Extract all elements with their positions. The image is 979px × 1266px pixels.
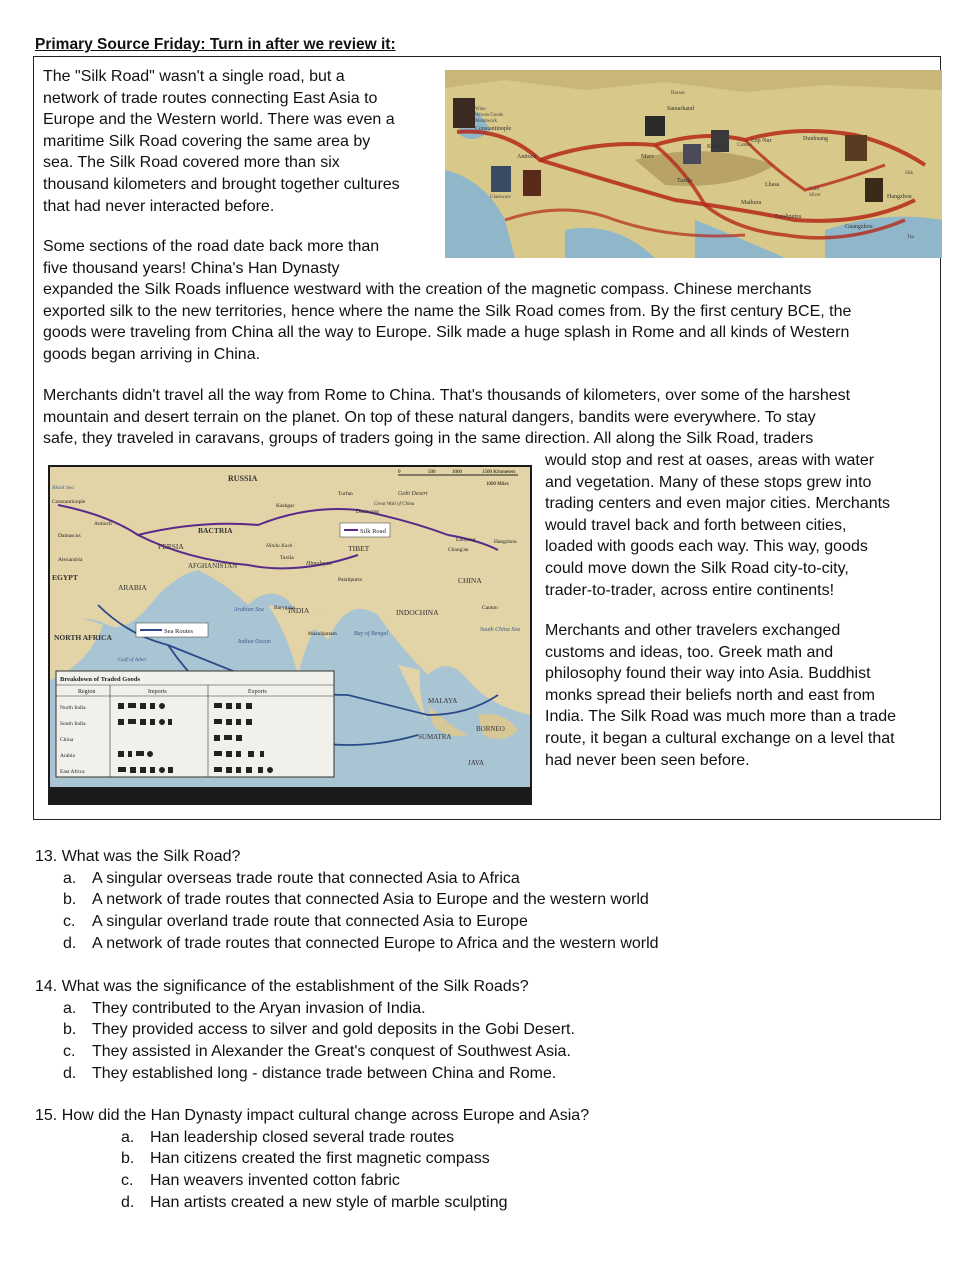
map1-label: Guangzhou [845, 224, 873, 230]
para4-line: route, it began a cultural exchange on a level that [545, 729, 895, 747]
para3-right-line: trading centers and even major cities. Merchants [545, 495, 891, 513]
option-text: A network of trade routes that connected Asia to Europe and the western world [92, 891, 649, 909]
silk-road-trade-map [445, 70, 942, 258]
para1-line: thousand kilometers and brought together cultures [43, 175, 400, 193]
paragraph-3 [43, 385, 850, 450]
map1-good: Camels [737, 143, 752, 148]
answer-option[interactable] [63, 868, 659, 890]
para1-line: that had never interacted before. [43, 197, 275, 215]
map1-good: Silk [905, 171, 914, 176]
question-stem: 14. What was the significance of the establishment of the Silk Roads? [35, 978, 529, 995]
map1-good: Metalwork [475, 119, 497, 124]
option-letter: a. [63, 999, 77, 1017]
para1-line: Europe and the Western world. There was even a [43, 111, 395, 129]
table-title: Breakdown of Traded Goods [60, 676, 141, 683]
city-label: Taxila [280, 555, 294, 561]
map1-label: Lop Nur [751, 138, 772, 144]
answer-option[interactable] [63, 889, 659, 911]
option-letter: d. [63, 1064, 77, 1082]
option-letter: c. [63, 1043, 76, 1061]
answer-option[interactable] [63, 911, 659, 933]
paragraph-3-continued [545, 450, 890, 601]
region-label: INDOCHINA [396, 608, 439, 617]
table-row-label: East Africa [60, 769, 85, 775]
para4-line: monks spread their beliefs north and east from [545, 686, 875, 704]
silk-road-sea-routes-map-graphic [48, 465, 532, 805]
region-label: BORNEO [476, 725, 505, 733]
para2-line: goods were traveling from China all the way to Europe. Silk made a huge splash in Rome and all kinds of Western [43, 324, 850, 342]
answer-option[interactable] [121, 1148, 589, 1170]
option-text: They provided access to silver and gold deposits in the Gobi Desert. [92, 1021, 575, 1039]
city-label: Chang'an [448, 547, 469, 553]
option-text: A singular overland trade route that connected Asia to Europe [92, 913, 528, 931]
answer-option[interactable] [63, 933, 659, 955]
feature-label: Hindu Kush [266, 543, 293, 549]
option-text: They contributed to the Aryan invasion of India. [92, 999, 426, 1017]
region-label: EGYPT [52, 573, 78, 582]
map1-label: Taxila [677, 178, 692, 184]
map1-label: Kashgar [707, 144, 727, 150]
water-label: Gulf of Aden [118, 657, 147, 663]
question-15 [35, 1105, 589, 1214]
table-row-label: South India [60, 721, 86, 727]
para3-right-line: would stop and rest at oases, areas with water [545, 452, 875, 469]
table-row-label: North India [60, 705, 86, 711]
region-label: JAVA [468, 759, 485, 767]
region-label: RUSSIA [228, 474, 258, 483]
para1-line: network of trade routes connecting East Asia to [43, 89, 378, 107]
table-header: Region [78, 689, 96, 695]
map1-good: Gold [809, 187, 819, 192]
region-label: MALAYA [428, 697, 458, 705]
option-text: A singular overseas trade route that connected Asia to Africa [92, 869, 520, 887]
water-label: Black Sea [52, 485, 74, 491]
feature-label: Great Wall of China [374, 502, 415, 507]
map1-good: Wine [475, 107, 486, 112]
map1-good: Woven Goods [475, 113, 504, 118]
city-label: Pataliputra [338, 577, 362, 583]
option-text: A network of trade routes that connected Europe to Africa and the western world [92, 934, 659, 952]
region-label: PERSIA [158, 542, 184, 551]
answer-option[interactable] [121, 1170, 589, 1192]
para3-right-line: trader-to-trader, across entire continents! [545, 581, 835, 599]
city-label: Masulipatam [308, 631, 337, 637]
para3-line: Merchants didn't travel all the way from Rome to China. That's thousands of kilometers, over some of the harshest [43, 387, 851, 404]
map1-good: Horses [671, 91, 685, 96]
para2-line: Some sections of the road date back more than [43, 238, 380, 255]
region-label: BACTRIA [198, 526, 233, 535]
scale-label: 1000 Miles [486, 482, 509, 487]
city-label: Hangzhou [494, 539, 517, 545]
city-label: Antioch [94, 521, 112, 527]
paragraph-1 [43, 66, 400, 217]
option-letter: a. [121, 1128, 135, 1146]
region-label: SUMATRA [418, 733, 452, 741]
option-text: Han weavers invented cotton fabric [150, 1172, 400, 1190]
option-text: They established long - distance trade between China and Rome. [92, 1064, 557, 1082]
city-label: Barygaza [274, 605, 295, 611]
city-label: Dunhuang [356, 509, 379, 515]
map1-good: Silver [809, 193, 821, 198]
para1-line: sea. The Silk Road covered more than six [43, 154, 340, 172]
scale-label: 500 [428, 470, 436, 475]
para4-line: India. The Silk Road was much more than a trade [545, 708, 896, 726]
scale-label: 1000 [452, 470, 462, 475]
region-label: AFGHANISTAN [188, 562, 238, 570]
table-header: Imports [148, 689, 167, 695]
option-letter: b. [63, 1021, 77, 1039]
para1-line: maritime Silk Road covering the same area by [43, 132, 371, 150]
para3-line: safe, they traveled in caravans, groups of traders going in the same direction. All along the Silk Road, traders [43, 430, 814, 448]
feature-label: Gobi Desert [398, 491, 428, 497]
option-text: Han citizens created the first magnetic compass [150, 1150, 490, 1168]
city-label: Constantinople [52, 499, 86, 505]
para4-line: Merchants and other travelers exchanged [545, 622, 841, 639]
water-label: South China Sea [480, 627, 520, 633]
map1-label: Hangzhou [887, 194, 912, 200]
table-header: Exports [248, 689, 267, 695]
answer-option[interactable] [63, 1019, 575, 1041]
para2-line: goods began arriving in China. [43, 345, 261, 363]
region-label: ARABIA [118, 583, 147, 592]
legend-sea-routes: Sea Routes [164, 628, 194, 635]
map1-good: Tea [907, 235, 915, 240]
option-letter: c. [121, 1172, 134, 1190]
region-label: CHINA [458, 576, 482, 585]
city-label: Turfan [338, 491, 353, 497]
paragraph-4 [545, 620, 896, 771]
scale-label: 0 [398, 470, 401, 475]
question-13 [35, 846, 659, 955]
map1-label: Merv [641, 154, 654, 160]
answer-option[interactable] [63, 1041, 575, 1063]
option-letter: a. [63, 869, 77, 887]
answer-option[interactable] [121, 1127, 589, 1149]
water-label: Indian Ocean [238, 639, 271, 645]
page-title: Primary Source Friday: Turn in after we review it: [35, 36, 396, 53]
para3-line: mountain and desert terrain on the planet. On top of these natural dangers, bandits were everywhere. To stay [43, 408, 816, 426]
para3-right-line: and vegetation. Many of these stops grew into [545, 473, 872, 491]
water-label: Arabian Sea [234, 607, 264, 613]
option-text: They assisted in Alexander the Great's conquest of Southwest Asia. [92, 1043, 571, 1061]
silk-road-trade-map-graphic [445, 70, 942, 258]
option-letter: d. [121, 1193, 135, 1211]
para3-right-line: could move down the Silk Road city-to-city, [545, 559, 849, 577]
option-letter: d. [63, 934, 77, 952]
city-label: Luoyang [456, 537, 476, 543]
para1-line: The "Silk Road" wasn't a single road, but a [43, 68, 345, 85]
option-letter: b. [63, 891, 77, 909]
para2-line: five thousand years! China's Han Dynasty [43, 259, 340, 277]
map1-label: Mathura [741, 200, 762, 206]
city-label: Canton [482, 605, 498, 611]
reading-passage-box [33, 56, 941, 820]
map1-label: Pataliputra [775, 214, 801, 220]
para3-right-line: would travel back and forth between cities, [545, 516, 847, 534]
table-row-label: China [60, 737, 74, 743]
option-letter: b. [121, 1150, 135, 1168]
region-label: TIBET [348, 544, 370, 553]
question-stem: 13. What was the Silk Road? [35, 848, 241, 865]
para2-line: expanded the Silk Roads influence westward with the creation of the magnetic compass. Chinese merchants [43, 281, 812, 299]
region-label: NORTH AFRICA [54, 633, 112, 642]
para4-line: philosophy found their way into Asia. Buddhist [545, 665, 871, 683]
region-label: INDIA [288, 606, 310, 615]
question-stem: 15. How did the Han Dynasty impact cultural change across Europe and Asia? [35, 1107, 590, 1124]
feature-label: Himalayas [306, 561, 332, 567]
city-label: Kashgar [276, 503, 295, 509]
legend-silk-road: Silk Road [360, 528, 386, 535]
para4-line: customs and ideas, too. Greek math and [545, 643, 834, 661]
silk-road-sea-routes-map [48, 465, 532, 805]
scale-label: 1500 Kilometers [482, 470, 516, 475]
option-text: Han leadership closed several trade routes [150, 1128, 455, 1146]
para4-line: had never been seen before. [545, 751, 750, 769]
para2-line: exported silk to the new territories, hence where the name the Silk Road comes from. By the first century BCE, the [43, 302, 852, 320]
para3-right-line: loaded with goods each way. This way, goods [545, 538, 868, 556]
map1-label: Antioch [517, 154, 537, 160]
option-letter: c. [63, 913, 76, 931]
table-row-label: Arabia [60, 753, 75, 759]
city-label: Damascus [58, 533, 81, 539]
water-label: Bay of Bengal [354, 631, 388, 637]
map1-good: Glassware [490, 195, 511, 200]
city-label: Alexandria [58, 557, 83, 563]
question-14 [35, 976, 575, 1085]
option-text: Han artists created a new style of marble sculpting [150, 1193, 508, 1211]
answer-option[interactable] [63, 1063, 575, 1085]
map1-label: Samarkand [667, 106, 694, 112]
answer-option[interactable] [63, 998, 575, 1020]
map1-label: Dunhuang [803, 136, 828, 142]
map1-label: Lhasa [765, 182, 780, 188]
map1-label: Constantinople [475, 126, 512, 132]
answer-option[interactable] [121, 1192, 589, 1214]
